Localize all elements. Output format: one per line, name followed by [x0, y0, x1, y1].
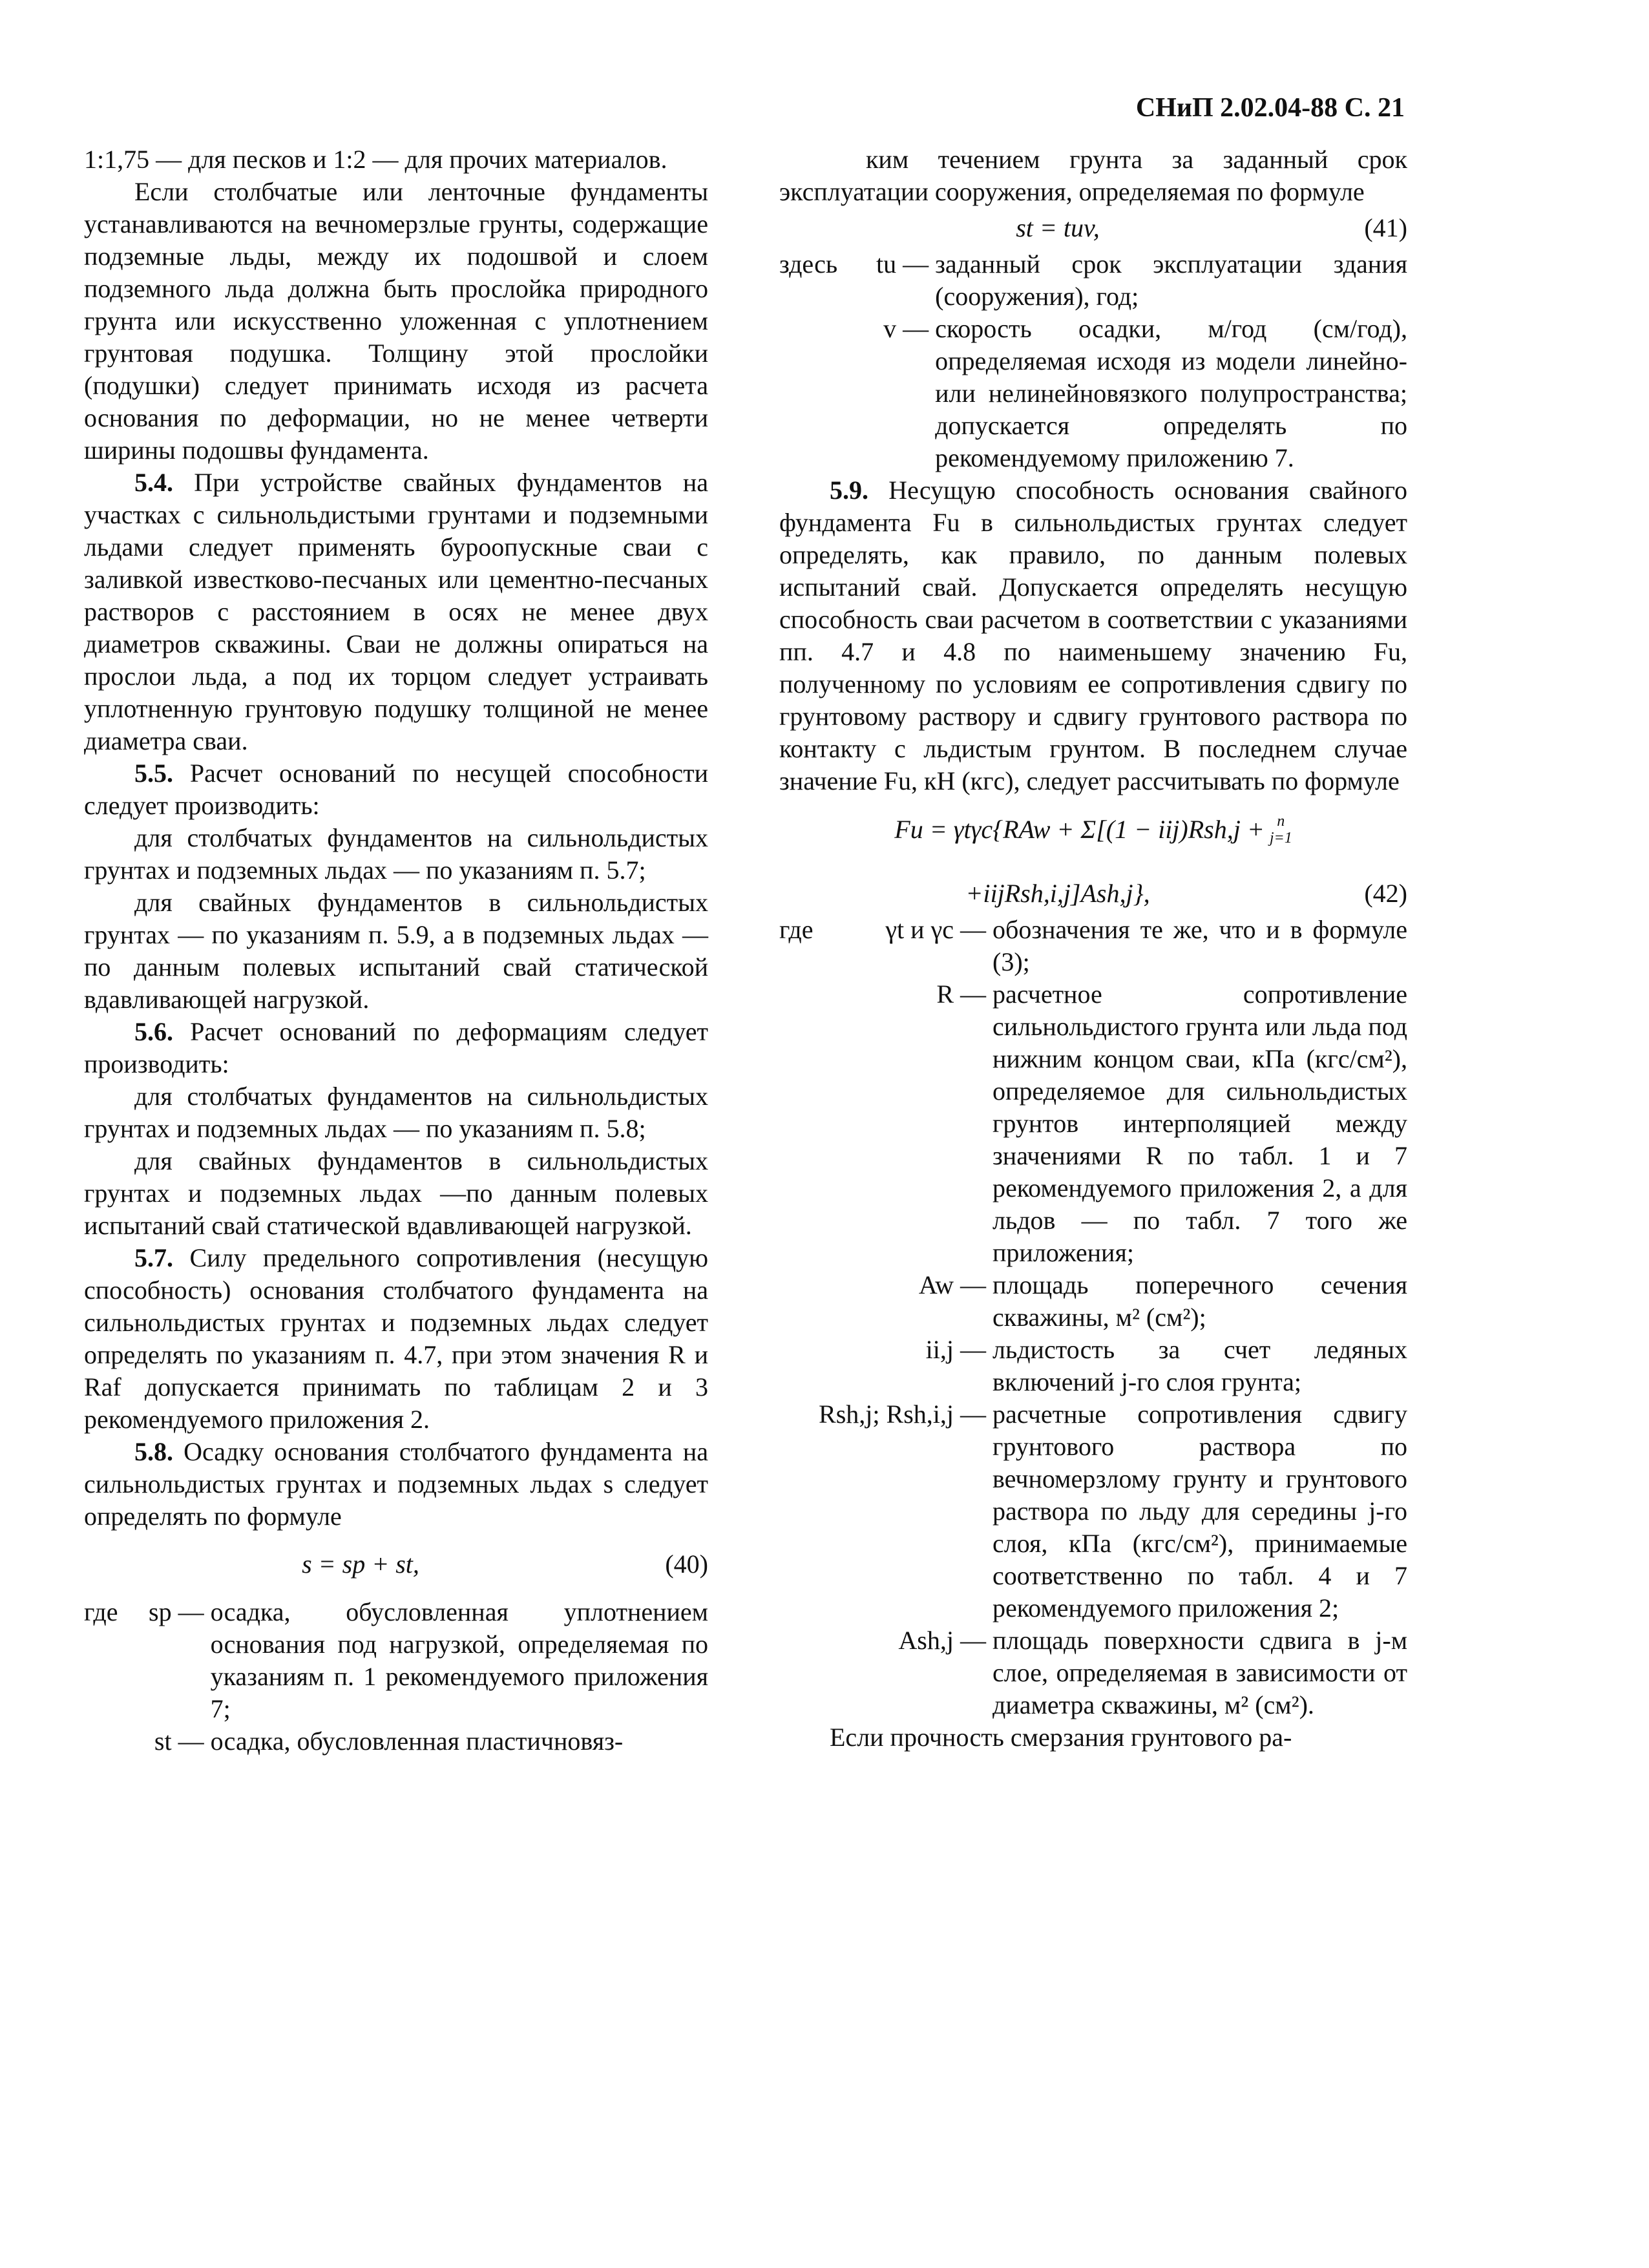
paragraph: для свайных фундаментов в сильнольдистых грунтах — по указаниям п. 5.9, а в подземных льдах — по данным полевых испытаний свай статической вдавливающей нагрузкой. [84, 888, 708, 1014]
definition-text: расчетное сопротивление сильнольдистого грунта или льда под нижним концом сваи, кПа (кгс/см²), определяемое для сильнольдистых грунтов интерполяцией между значениями R по табл. 1 и 7 рекомендуемого приложения 2, а для льдов — по табл. 7 того же приложения; [993, 980, 1407, 1267]
section-text: Расчет оснований по деформациям следует производить: [84, 1017, 708, 1078]
equation-number: (40) [665, 1549, 708, 1579]
definition-row [84, 1725, 708, 1758]
definition-text: льдистость за счет ледяных включений j-го слоя грунта; [993, 1335, 1407, 1396]
section-5-8 [84, 1436, 708, 1533]
equation-number: (42) [1364, 879, 1407, 908]
left-column [84, 143, 708, 1758]
definition-symbol: st — [154, 1727, 204, 1756]
section-text: Силу предельного сопротивления (несущую способность) основания столбчатого фундамента на сильнольдистых грунтах и подземных льдах следует определять по указаниям п. 4.7, при этом значения R и Raf допускается принимать по таблицам 2 и 3 рекомендуемого приложения 2. [84, 1243, 708, 1434]
definition-lead [779, 1334, 818, 1398]
definition-row [779, 914, 1407, 978]
definition-symbol: sp — [149, 1597, 204, 1626]
definition-text: расчетные сопротивления сдвигу грунтового раствора по вечномерзлому грунту и грунтового раствора по льду для середины j-го слоя, кПа (кгс/см²), принимаемые соответственно по табл. 4 и 7 рекомендуемого приложения 2; [993, 1400, 1407, 1622]
paragraph: для столбчатых фундаментов на сильнольдистых грунтах и подземных льдах — по указаниям п. 5.7; [84, 823, 708, 885]
paragraph: ким течением грунта за заданный срок эксплуатации сооружения, определяемая по формуле [779, 145, 1407, 206]
section-5-5 [84, 757, 708, 822]
equation-42 [779, 813, 1407, 910]
definition-row [779, 313, 1407, 474]
equation-formula: s = sp + st, [302, 1549, 419, 1579]
definition-row [779, 248, 1407, 313]
definition-lead: здесь [779, 249, 838, 278]
definitions-list [779, 914, 1407, 1721]
definition-symbol: v — [883, 314, 929, 343]
definition-symbol: Ash,j — [898, 1626, 986, 1655]
definition-row [779, 1269, 1407, 1334]
section-5-4 [84, 467, 708, 757]
definition-text: площадь поперечного сечения скважины, м² (см²); [993, 1270, 1407, 1332]
section-number: 5.6. [134, 1017, 173, 1046]
section-number: 5.5. [134, 759, 173, 788]
section-text: Несущую способность основания свайного фундамента Fu в сильнольдистых грунтах следует определять, как правило, по данным полевых испытаний свай. Допускается определять несущую способность сваи расчетом в соответствии с указаниями пп. 4.7 и 4.8 по наименьшему значению Fu, полученному по условиям ее сопротивления сдвигу по грунтовому раствору и сдвигу грунтового раствора по контакту с льдистым грунтом. В последнем случае значение Fu, кН (кгс), следует рассчитывать по формуле [779, 476, 1407, 795]
definition-symbol: tu — [876, 249, 929, 278]
section-5-7 [84, 1242, 708, 1436]
definition-row [84, 1596, 708, 1725]
definition-lead: где [84, 1597, 118, 1626]
section-5-9 [779, 474, 1407, 797]
definition-lead [779, 1398, 818, 1624]
definition-row [779, 1398, 1407, 1624]
definition-text: обозначения те же, что и в формуле (3); [993, 915, 1407, 976]
paragraph: для столбчатых фундаментов на сильнольдистых грунтах и подземных льдах — по указаниям п. 5.8; [84, 1082, 708, 1143]
definitions-list [84, 1596, 708, 1758]
definition-row [779, 978, 1407, 1269]
definition-row [779, 1624, 1407, 1721]
definition-lead [779, 1624, 818, 1721]
sum-limits [1270, 813, 1292, 846]
sum-lower-limit: j=1 [1269, 830, 1292, 846]
equation-formula: st = tuv, [1016, 213, 1100, 242]
definition-text: скорость осадки, м/год (см/год), определяемая исходя из модели линейно- или нелинейновязкого полупространства; допускается определять по рекомендуемому приложению 7. [935, 314, 1407, 472]
paragraph: Если прочность смерзания грунтового ра- [830, 1723, 1292, 1752]
section-5-6 [84, 1016, 708, 1080]
definition-symbol: ii,j — [925, 1335, 986, 1364]
definition-text: заданный срок эксплуатации здания (сооружения), год; [935, 249, 1407, 311]
definition-lead [84, 1725, 149, 1758]
equation-40 [84, 1548, 708, 1580]
paragraph: 1:1,75 — для песков и 1:2 — для прочих материалов. [84, 145, 667, 174]
definition-symbol: Rsh,j; Rsh,i,j — [819, 1400, 986, 1429]
definition-text: осадка, обусловленная уплотнением основания под нагрузкой, определяемая по указаниям п. 1 рекомендуемого приложения 7; [210, 1597, 708, 1723]
equation-formula: +iijRsh,i,j]Ash,j}, [965, 879, 1150, 908]
definition-lead [779, 313, 876, 474]
section-number: 5.7. [134, 1243, 173, 1272]
right-column [779, 143, 1407, 1754]
equation-formula: Fu = γtγc{RAw + Σ[(1 − iij)Rsh,j + [894, 815, 1265, 844]
definition-symbol: Aw — [918, 1270, 986, 1299]
section-number: 5.4. [134, 468, 173, 497]
definition-text: осадка, обусловленная пластичновяз- [210, 1727, 624, 1756]
section-text: При устройстве свайных фундаментов на участках с сильнольдистыми грунтами и подземными льдами следует применять буроопускные сваи с заливкой известково-песчаных или цементно-песчаных растворов с расстоянием в осях не менее двух диаметров скважины. Сваи не должны опираться на прослои льда, а под их торцом следует устраивать уплотненную грунтовую подушку толщиной не менее диаметра сваи. [84, 468, 708, 755]
definition-lead [779, 978, 818, 1269]
definition-text: площадь поверхности сдвига в j-м слое, определяемая в зависимости от диаметра скважины, м² (см²). [993, 1626, 1407, 1719]
page-header: СНиП 2.02.04-88 С. 21 [1135, 93, 1405, 123]
definition-symbol: γt и γc — [885, 915, 986, 944]
paragraph: Если столбчатые или ленточные фундаменты устанавливаются на вечномерзлые грунты, содержащие подземные льды, между их подошвой и слоем подземного льда должна быть прослойка природного грунта или искусственно уложенная с уплотнением грунтовая подушка. Толщину этой прослойки (подушки) следует принимать исходя из расчета основания по деформации, но не менее четверти ширины подошвы фундамента. [84, 177, 708, 465]
definition-lead: где [779, 915, 814, 944]
paragraph: для свайных фундаментов в сильнольдистых грунтах и подземных льдах —по данным полевых испытаний свай статической вдавливающей нагрузкой. [84, 1146, 708, 1240]
definitions-list [779, 248, 1407, 474]
section-number: 5.8. [134, 1437, 173, 1466]
definition-symbol: R — [936, 980, 986, 1009]
equation-41 [779, 212, 1407, 244]
equation-number: (41) [1364, 213, 1407, 242]
section-text: Расчет оснований по несущей способности следует производить: [84, 759, 708, 820]
sum-upper-limit: n [1277, 813, 1285, 830]
definition-row [779, 1334, 1407, 1398]
equation-line [779, 877, 1407, 910]
section-number: 5.9. [830, 476, 868, 505]
section-text: Осадку основания столбчатого фундамента на сильнольдистых грунтах и подземных льдах s следует определять по формуле [84, 1437, 708, 1531]
equation-line [779, 813, 1407, 846]
definition-lead [779, 1269, 818, 1334]
